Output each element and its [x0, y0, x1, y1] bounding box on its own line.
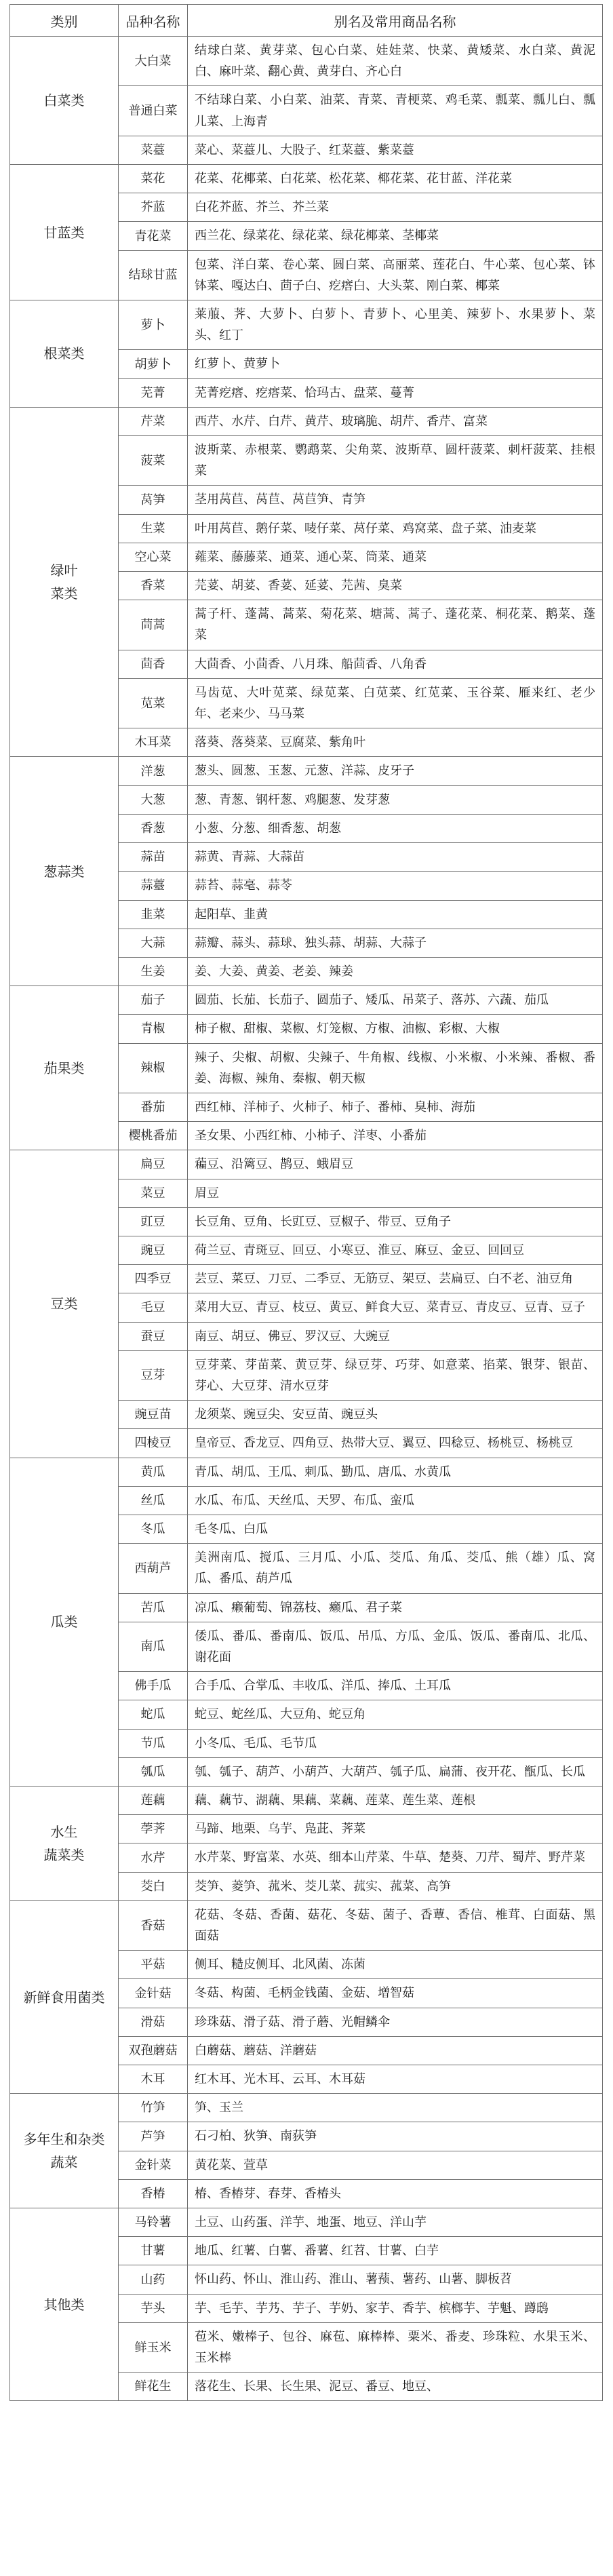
aliases-cell: 菜心、菜薹儿、大股子、红菜薹、紫菜薹: [188, 136, 603, 164]
variety-cell: 樱桃番茄: [119, 1122, 188, 1150]
aliases-cell: 芋、毛芋、芋艿、芋子、芋奶、家芋、香芋、槟榔芋、芋魁、蹲鸱: [188, 2294, 603, 2322]
variety-cell: 西葫芦: [119, 1544, 188, 1593]
category-cell: 白菜类: [10, 37, 119, 165]
table-row: [10, 1150, 603, 1179]
aliases-cell: 笋、玉兰: [188, 2094, 603, 2122]
aliases-cell: 芸豆、菜豆、刀豆、二季豆、无筋豆、架豆、芸扁豆、白不老、油豆角: [188, 1265, 603, 1293]
aliases-cell: 芜菁疙瘩、疙瘩菜、恰玛古、盘菜、蔓菁: [188, 378, 603, 407]
variety-cell: 鲜花生: [119, 2373, 188, 2401]
aliases-cell: 小葱、分葱、细香葱、胡葱: [188, 814, 603, 842]
aliases-cell: 茭笋、菱笋、菰米、茭儿菜、菰实、菰菜、高笋: [188, 1872, 603, 1900]
header-variety: 品种名称: [119, 5, 188, 37]
category-cell: 其他类: [10, 2208, 119, 2401]
category-cell: 绿叶 菜类: [10, 407, 119, 757]
variety-cell: 茴香: [119, 650, 188, 678]
aliases-cell: 蒿子杆、蓬蒿、蒿菜、菊花菜、塘蒿、蒿子、蓬花菜、桐花菜、鹅菜、蓬菜: [188, 600, 603, 650]
variety-cell: 木耳菜: [119, 728, 188, 757]
aliases-cell: 石刁柏、狄笋、南荻笋: [188, 2122, 603, 2151]
aliases-cell: 凉瓜、癞葡萄、锦荔枝、癞瓜、君子菜: [188, 1593, 603, 1622]
aliases-cell: 蕹菜、藤藤菜、通菜、通心菜、筒菜、通菜: [188, 543, 603, 571]
variety-cell: 节瓜: [119, 1729, 188, 1757]
table-row: [10, 986, 603, 1015]
variety-cell: 香葱: [119, 814, 188, 842]
variety-cell: 韭菜: [119, 900, 188, 929]
variety-cell: 蒜薹: [119, 872, 188, 900]
variety-cell: 冬瓜: [119, 1515, 188, 1543]
variety-cell: 金针菇: [119, 1979, 188, 2008]
variety-cell: 双孢蘑菇: [119, 2036, 188, 2065]
variety-cell: 香菜: [119, 572, 188, 600]
aliases-cell: 南豆、胡豆、佛豆、罗汉豆、大豌豆: [188, 1322, 603, 1350]
aliases-cell: 皇帝豆、香龙豆、四角豆、热带大豆、翼豆、四稔豆、杨桃豆、杨桃豆: [188, 1429, 603, 1458]
aliases-cell: 姜、大姜、黄姜、老姜、辣姜: [188, 957, 603, 985]
category-cell: 葱蒜类: [10, 757, 119, 986]
table-row: [10, 300, 603, 350]
aliases-cell: 花菜、花椰菜、白花菜、松花菜、椰花菜、花甘蓝、洋花菜: [188, 165, 603, 193]
aliases-cell: 藕、藕节、湖藕、果藕、菜藕、莲菜、莲生菜、莲根: [188, 1787, 603, 1815]
aliases-cell: 侧耳、糙皮侧耳、北风菌、冻菌: [188, 1951, 603, 1979]
aliases-cell: 茎用莴苣、莴苣、莴苣笋、青笋: [188, 486, 603, 514]
variety-cell: 菜花: [119, 165, 188, 193]
aliases-cell: 藊豆、沿篱豆、鹊豆、蛾眉豆: [188, 1150, 603, 1179]
variety-cell: 豌豆: [119, 1236, 188, 1264]
variety-cell: 佛手瓜: [119, 1672, 188, 1700]
aliases-cell: 葱、青葱、钢杆葱、鸡腿葱、发芽葱: [188, 785, 603, 814]
table-row: [10, 757, 603, 785]
variety-cell: 生姜: [119, 957, 188, 985]
aliases-cell: 长豆角、豆角、长豇豆、豆椒子、带豆、豆角子: [188, 1207, 603, 1236]
aliases-cell: 结球白菜、黄芽菜、包心白菜、娃娃菜、快菜、黄矮菜、水白菜、黄泥白、麻叶菜、翻心黄、黄芽白、齐心白: [188, 37, 603, 86]
aliases-cell: 荷兰豆、青斑豆、回豆、小寒豆、淮豆、麻豆、金豆、回回豆: [188, 1236, 603, 1264]
category-cell: 茄果类: [10, 986, 119, 1150]
variety-cell: 茭白: [119, 1872, 188, 1900]
table-row: [10, 37, 603, 86]
variety-cell: 竹笋: [119, 2094, 188, 2122]
aliases-cell: 落花生、长果、长生果、泥豆、番豆、地豆、: [188, 2373, 603, 2401]
category-cell: 甘蓝类: [10, 165, 119, 300]
variety-cell: 蚕豆: [119, 1322, 188, 1350]
category-cell: 根菜类: [10, 300, 119, 408]
variety-cell: 蒜苗: [119, 843, 188, 872]
aliases-cell: 合手瓜、合掌瓜、丰收瓜、洋瓜、捧瓜、土耳瓜: [188, 1672, 603, 1700]
category-cell: 水生 蔬菜类: [10, 1787, 119, 1901]
aliases-cell: 波斯菜、赤根菜、鹦鹉菜、尖角菜、波斯草、圆杆菠菜、刺杆菠菜、挂根菜: [188, 436, 603, 486]
aliases-cell: 西红柿、洋柿子、火柿子、柿子、番柿、臭柿、海茄: [188, 1093, 603, 1121]
aliases-cell: 辣子、尖椒、胡椒、尖辣子、牛角椒、线椒、小米椒、小米辣、番椒、番姜、海椒、辣角、秦椒、朝天椒: [188, 1043, 603, 1093]
variety-cell: 洋葱: [119, 757, 188, 785]
aliases-cell: 圆茄、长茄、长茄子、圆茄子、矮瓜、吊菜子、落苏、六蔬、茄瓜: [188, 986, 603, 1015]
table-row: [10, 165, 603, 193]
variety-cell: 青花菜: [119, 222, 188, 250]
header-category: 类别: [10, 5, 119, 37]
aliases-cell: 地瓜、红薯、白薯、番薯、红苕、甘薯、白芋: [188, 2237, 603, 2265]
aliases-cell: 芫荽、胡荽、香荽、延荽、芫茜、臭菜: [188, 572, 603, 600]
table-row: [10, 407, 603, 435]
aliases-cell: 水瓜、布瓜、天丝瓜、天罗、布瓜、蛮瓜: [188, 1486, 603, 1515]
aliases-cell: 土豆、山药蛋、洋芋、地蛋、地豆、洋山芋: [188, 2208, 603, 2237]
variety-cell: 毛豆: [119, 1293, 188, 1322]
aliases-cell: 瓠、瓠子、葫芦、小葫芦、大葫芦、瓠子瓜、扁蒲、夜开花、甑瓜、长瓜: [188, 1757, 603, 1786]
variety-cell: 香椿: [119, 2179, 188, 2208]
aliases-cell: 起阳草、韭黄: [188, 900, 603, 929]
aliases-cell: 毛冬瓜、白瓜: [188, 1515, 603, 1543]
aliases-cell: 怀山药、怀山、淮山药、淮山、薯蓣、薯药、山薯、脚板苕: [188, 2265, 603, 2294]
variety-cell: 金针菜: [119, 2151, 188, 2179]
aliases-cell: 落葵、落葵菜、豆腐菜、紫角叶: [188, 728, 603, 757]
aliases-cell: 莱菔、荠、大萝卜、白萝卜、青萝卜、心里美、辣萝卜、水果萝卜、菜头、红丁: [188, 300, 603, 350]
variety-cell: 平菇: [119, 1951, 188, 1979]
variety-cell: 蛇瓜: [119, 1700, 188, 1729]
aliases-cell: 西芹、水芹、白芹、黄芹、玻璃脆、胡芹、香芹、富菜: [188, 407, 603, 435]
variety-cell: 辣椒: [119, 1043, 188, 1093]
variety-cell: 瓠瓜: [119, 1757, 188, 1786]
variety-cell: 芋头: [119, 2294, 188, 2322]
aliases-cell: 豆芽菜、芽苗菜、黄豆芽、绿豆芽、巧芽、如意菜、掐菜、银芽、银苗、芽心、大豆芽、清水豆芽: [188, 1350, 603, 1400]
aliases-cell: 包菜、洋白菜、卷心菜、圆白菜、高丽菜、莲花白、牛心菜、包心菜、钵钵菜、嘎达白、茴子白、疙瘩白、大头菜、刚白菜、椰菜: [188, 250, 603, 300]
variety-cell: 大白菜: [119, 37, 188, 86]
table-row: [10, 2208, 603, 2237]
aliases-cell: 不结球白菜、小白菜、油菜、青菜、青梗菜、鸡毛菜、瓢菜、瓢儿白、瓢儿菜、上海青: [188, 86, 603, 136]
aliases-cell: 小冬瓜、毛瓜、毛节瓜: [188, 1729, 603, 1757]
variety-cell: 豆芽: [119, 1350, 188, 1400]
aliases-cell: 葱头、圆葱、玉葱、元葱、洋蒜、皮牙子: [188, 757, 603, 785]
aliases-cell: 椿、香椿芽、春芽、香椿头: [188, 2179, 603, 2208]
variety-cell: 苋菜: [119, 678, 188, 728]
category-cell: 豆类: [10, 1150, 119, 1458]
aliases-cell: 白蘑菇、蘑菇、洋蘑菇: [188, 2036, 603, 2065]
variety-cell: 四棱豆: [119, 1429, 188, 1458]
variety-cell: 芥蓝: [119, 193, 188, 222]
table-row: [10, 2094, 603, 2122]
variety-cell: 芹菜: [119, 407, 188, 435]
variety-cell: 结球甘蓝: [119, 250, 188, 300]
category-cell: 多年生和杂类 蔬菜: [10, 2094, 119, 2208]
table-row: [10, 1458, 603, 1486]
variety-cell: 山药: [119, 2265, 188, 2294]
variety-cell: 大蒜: [119, 929, 188, 957]
table-row: [10, 1787, 603, 1815]
variety-cell: 马铃薯: [119, 2208, 188, 2237]
variety-cell: 丝瓜: [119, 1486, 188, 1515]
aliases-cell: 马齿苋、大叶苋菜、绿苋菜、白苋菜、红苋菜、玉谷菜、雁来红、老少年、老来少、马马菜: [188, 678, 603, 728]
variety-cell: 芦笋: [119, 2122, 188, 2151]
variety-cell: 空心菜: [119, 543, 188, 571]
aliases-cell: 菜用大豆、青豆、枝豆、黄豆、鲜食大豆、菜青豆、青皮豆、豆青、豆子: [188, 1293, 603, 1322]
variety-cell: 菠菜: [119, 436, 188, 486]
variety-cell: 扁豆: [119, 1150, 188, 1179]
header-aliases: 别名及常用商品名称: [188, 5, 603, 37]
variety-cell: 莲藕: [119, 1787, 188, 1815]
variety-cell: 青椒: [119, 1015, 188, 1043]
vegetable-alias-table-container: [9, 4, 602, 2401]
variety-cell: 豇豆: [119, 1207, 188, 1236]
aliases-cell: 苞米、嫩棒子、包谷、麻苞、麻棒棒、粟米、番麦、珍珠粒、水果玉米、玉米棒: [188, 2322, 603, 2372]
variety-cell: 黄瓜: [119, 1458, 188, 1486]
aliases-cell: 西兰花、绿菜花、绿花菜、绿花椰菜、茎椰菜: [188, 222, 603, 250]
vegetable-alias-table: [9, 4, 603, 2401]
variety-cell: 茄子: [119, 986, 188, 1015]
category-cell: 瓜类: [10, 1458, 119, 1786]
header-row: [10, 5, 603, 37]
aliases-cell: 冬菇、构菌、毛柄金钱菌、金菇、增智菇: [188, 1979, 603, 2008]
category-cell: 新鲜食用菌类: [10, 1900, 119, 2093]
variety-cell: 南瓜: [119, 1622, 188, 1671]
aliases-cell: 青瓜、胡瓜、王瓜、刺瓜、勤瓜、唐瓜、水黄瓜: [188, 1458, 603, 1486]
variety-cell: 生菜: [119, 514, 188, 543]
aliases-cell: 黄花菜、萱草: [188, 2151, 603, 2179]
variety-cell: 滑菇: [119, 2008, 188, 2036]
aliases-cell: 水芹菜、野富菜、水英、细本山芹菜、牛草、楚葵、刀芹、蜀芹、野芹菜: [188, 1843, 603, 1872]
variety-cell: 荸荠: [119, 1815, 188, 1843]
aliases-cell: 眉豆: [188, 1179, 603, 1207]
aliases-cell: 红木耳、光木耳、云耳、木耳菇: [188, 2065, 603, 2094]
table-row: [10, 1900, 603, 1950]
aliases-cell: 蒜瓣、蒜头、蒜球、独头蒜、胡蒜、大蒜子: [188, 929, 603, 957]
aliases-cell: 大茴香、小茴香、八月珠、船茴香、八角香: [188, 650, 603, 678]
aliases-cell: 红萝卜、黄萝卜: [188, 350, 603, 378]
variety-cell: 木耳: [119, 2065, 188, 2094]
variety-cell: 菜豆: [119, 1179, 188, 1207]
variety-cell: 水芹: [119, 1843, 188, 1872]
variety-cell: 豌豆苗: [119, 1401, 188, 1429]
aliases-cell: 花菇、冬菇、香菌、菇花、冬菇、菌子、香蕈、香信、椎茸、白面菇、黑面菇: [188, 1900, 603, 1950]
aliases-cell: 蒜黄、青蒜、大蒜苗: [188, 843, 603, 872]
aliases-cell: 白花芥蓝、芥兰、芥兰菜: [188, 193, 603, 222]
variety-cell: 番茄: [119, 1093, 188, 1121]
variety-cell: 甘薯: [119, 2237, 188, 2265]
variety-cell: 茼蒿: [119, 600, 188, 650]
variety-cell: 菜薹: [119, 136, 188, 164]
variety-cell: 芜菁: [119, 378, 188, 407]
table-body: [10, 37, 603, 2401]
aliases-cell: 马蹄、地栗、乌芋、凫茈、荠菜: [188, 1815, 603, 1843]
aliases-cell: 龙须菜、豌豆尖、安豆苗、豌豆头: [188, 1401, 603, 1429]
aliases-cell: 蛇豆、蛇丝瓜、大豆角、蛇豆角: [188, 1700, 603, 1729]
aliases-cell: 珍珠菇、滑子菇、滑子蘑、光帽鳞伞: [188, 2008, 603, 2036]
variety-cell: 胡萝卜: [119, 350, 188, 378]
aliases-cell: 柿子椒、甜椒、菜椒、灯笼椒、方椒、油椒、彩椒、大椒: [188, 1015, 603, 1043]
variety-cell: 萝卜: [119, 300, 188, 350]
aliases-cell: 叶用莴苣、鹅仔菜、唛仔菜、莴仔菜、鸡窝菜、盘子菜、油麦菜: [188, 514, 603, 543]
variety-cell: 四季豆: [119, 1265, 188, 1293]
variety-cell: 苦瓜: [119, 1593, 188, 1622]
variety-cell: 鲜玉米: [119, 2322, 188, 2372]
variety-cell: 普通白菜: [119, 86, 188, 136]
variety-cell: 莴笋: [119, 486, 188, 514]
variety-cell: 香菇: [119, 1900, 188, 1950]
aliases-cell: 圣女果、小西红柿、小柿子、洋枣、小番茄: [188, 1122, 603, 1150]
variety-cell: 大葱: [119, 785, 188, 814]
aliases-cell: 美洲南瓜、搅瓜、三月瓜、小瓜、茭瓜、角瓜、茭瓜、熊（雄）瓜、窝瓜、番瓜、葫芦瓜: [188, 1544, 603, 1593]
aliases-cell: 倭瓜、番瓜、番南瓜、饭瓜、吊瓜、方瓜、金瓜、饭瓜、番南瓜、北瓜、谢花面: [188, 1622, 603, 1671]
aliases-cell: 蒜苔、蒜毫、蒜苓: [188, 872, 603, 900]
